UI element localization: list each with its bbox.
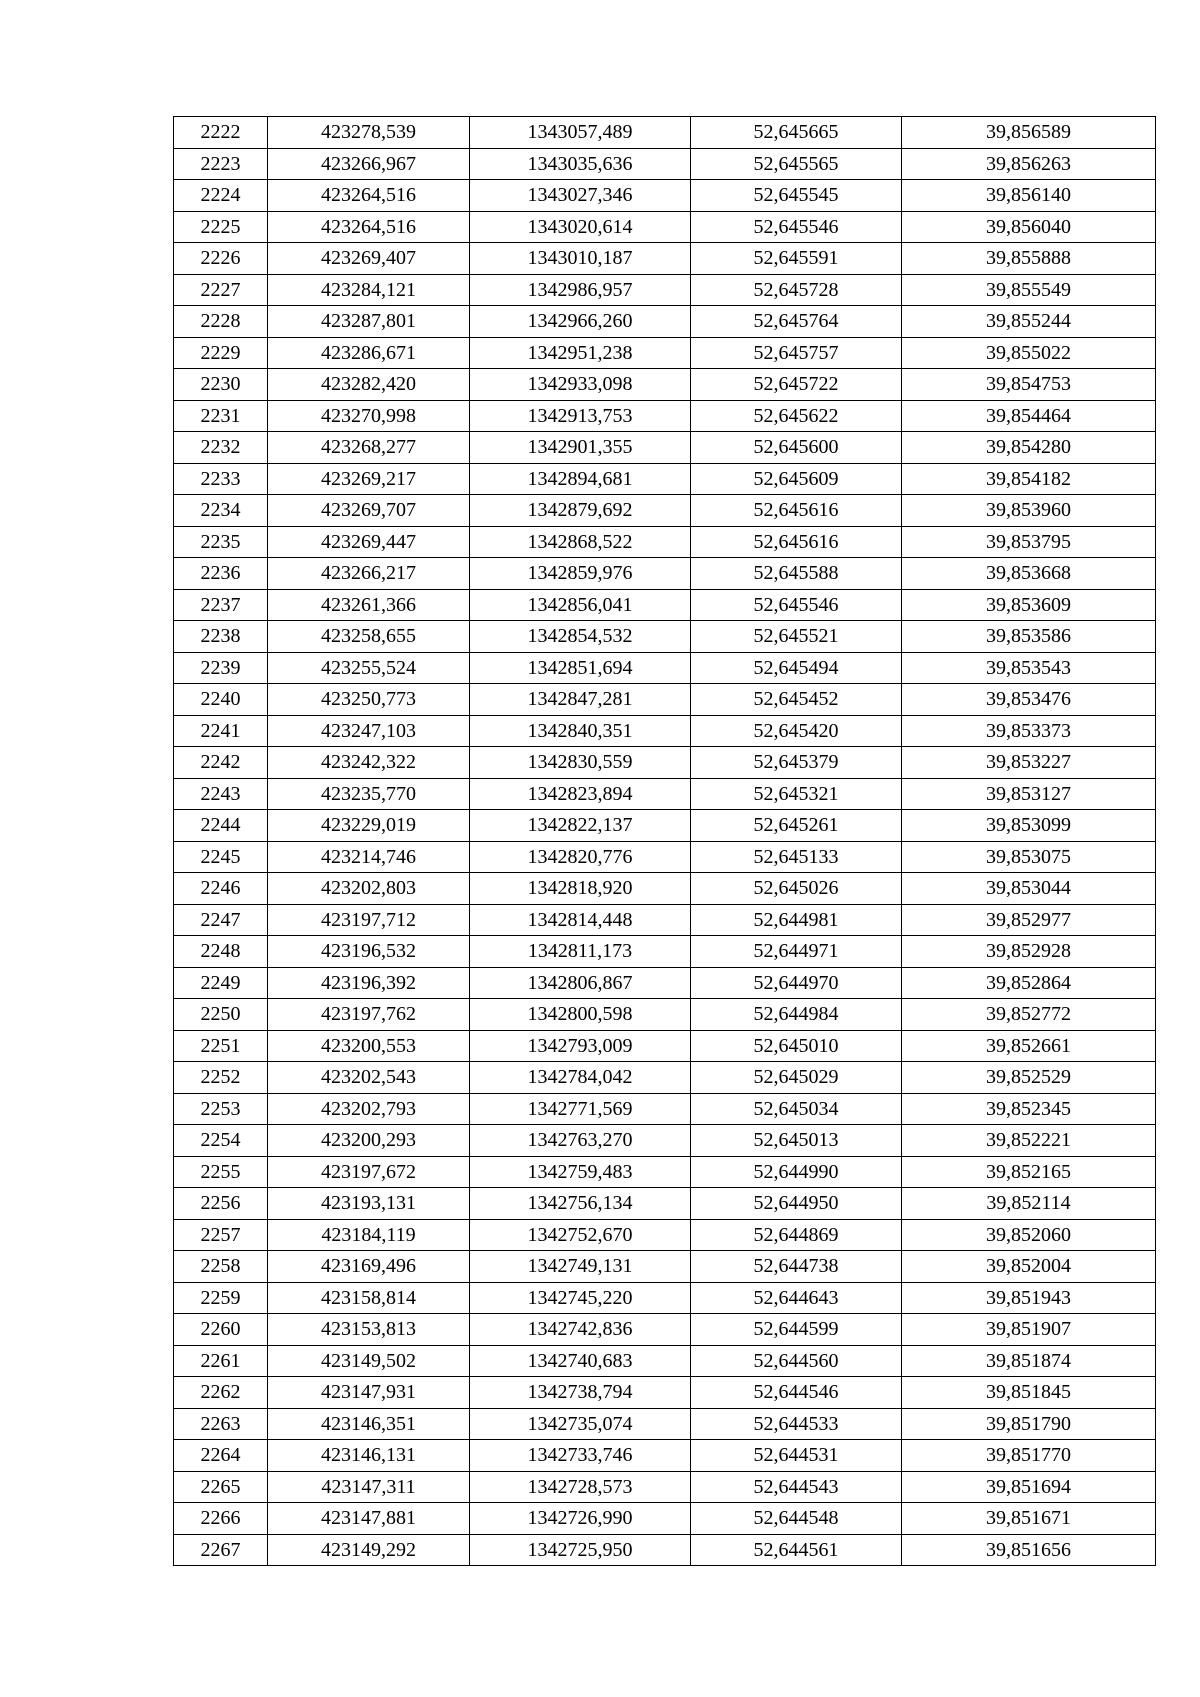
x-coordinate-cell: 423153,813 [268, 1314, 470, 1346]
latitude-cell: 52,644643 [691, 1282, 902, 1314]
y-coordinate-cell: 1342840,351 [470, 715, 691, 747]
table-row [174, 1093, 1156, 1125]
y-coordinate-cell: 1342800,598 [470, 999, 691, 1031]
latitude-cell: 52,645565 [691, 148, 902, 180]
y-coordinate-cell: 1342759,483 [470, 1156, 691, 1188]
y-coordinate-cell: 1342752,670 [470, 1219, 691, 1251]
x-coordinate-cell: 423147,881 [268, 1503, 470, 1535]
x-coordinate-cell: 423269,707 [268, 495, 470, 527]
y-coordinate-cell: 1342756,134 [470, 1188, 691, 1220]
point-number-cell: 2267 [174, 1534, 268, 1566]
longitude-cell: 39,852661 [902, 1030, 1156, 1062]
table-row [174, 841, 1156, 873]
table-row [174, 936, 1156, 968]
latitude-cell: 52,645764 [691, 306, 902, 338]
x-coordinate-cell: 423250,773 [268, 684, 470, 716]
x-coordinate-cell: 423278,539 [268, 117, 470, 149]
table-row [174, 904, 1156, 936]
latitude-cell: 52,645722 [691, 369, 902, 401]
point-number-cell: 2231 [174, 400, 268, 432]
point-number-cell: 2243 [174, 778, 268, 810]
table-row [174, 369, 1156, 401]
point-number-cell: 2225 [174, 211, 268, 243]
x-coordinate-cell: 423268,277 [268, 432, 470, 464]
x-coordinate-cell: 423158,814 [268, 1282, 470, 1314]
y-coordinate-cell: 1343035,636 [470, 148, 691, 180]
x-coordinate-cell: 423197,672 [268, 1156, 470, 1188]
latitude-cell: 52,645521 [691, 621, 902, 653]
y-coordinate-cell: 1342818,920 [470, 873, 691, 905]
latitude-cell: 52,645616 [691, 495, 902, 527]
y-coordinate-cell: 1342738,794 [470, 1377, 691, 1409]
longitude-cell: 39,856040 [902, 211, 1156, 243]
x-coordinate-cell: 423261,366 [268, 589, 470, 621]
longitude-cell: 39,851943 [902, 1282, 1156, 1314]
longitude-cell: 39,853795 [902, 526, 1156, 558]
x-coordinate-cell: 423270,998 [268, 400, 470, 432]
longitude-cell: 39,851907 [902, 1314, 1156, 1346]
y-coordinate-cell: 1342820,776 [470, 841, 691, 873]
longitude-cell: 39,853075 [902, 841, 1156, 873]
y-coordinate-cell: 1342735,074 [470, 1408, 691, 1440]
y-coordinate-cell: 1342793,009 [470, 1030, 691, 1062]
table-row [174, 589, 1156, 621]
longitude-cell: 39,852864 [902, 967, 1156, 999]
point-number-cell: 2228 [174, 306, 268, 338]
longitude-cell: 39,852165 [902, 1156, 1156, 1188]
longitude-cell: 39,854464 [902, 400, 1156, 432]
y-coordinate-cell: 1343020,614 [470, 211, 691, 243]
table-row [174, 432, 1156, 464]
longitude-cell: 39,853960 [902, 495, 1156, 527]
latitude-cell: 52,644971 [691, 936, 902, 968]
table-row [174, 652, 1156, 684]
table-row [174, 117, 1156, 149]
y-coordinate-cell: 1342879,692 [470, 495, 691, 527]
point-number-cell: 2234 [174, 495, 268, 527]
point-number-cell: 2254 [174, 1125, 268, 1157]
latitude-cell: 52,645546 [691, 211, 902, 243]
x-coordinate-cell: 423269,217 [268, 463, 470, 495]
point-number-cell: 2251 [174, 1030, 268, 1062]
x-coordinate-cell: 423146,131 [268, 1440, 470, 1472]
latitude-cell: 52,645026 [691, 873, 902, 905]
latitude-cell: 52,645010 [691, 1030, 902, 1062]
y-coordinate-cell: 1342913,753 [470, 400, 691, 432]
longitude-cell: 39,856140 [902, 180, 1156, 212]
longitude-cell: 39,856263 [902, 148, 1156, 180]
y-coordinate-cell: 1342966,260 [470, 306, 691, 338]
longitude-cell: 39,851671 [902, 1503, 1156, 1535]
point-number-cell: 2232 [174, 432, 268, 464]
latitude-cell: 52,644531 [691, 1440, 902, 1472]
x-coordinate-cell: 423235,770 [268, 778, 470, 810]
table-row [174, 1125, 1156, 1157]
latitude-cell: 52,645379 [691, 747, 902, 779]
longitude-cell: 39,853227 [902, 747, 1156, 779]
table-row [174, 1282, 1156, 1314]
y-coordinate-cell: 1342851,694 [470, 652, 691, 684]
y-coordinate-cell: 1342856,041 [470, 589, 691, 621]
table-row [174, 1062, 1156, 1094]
y-coordinate-cell: 1342901,355 [470, 432, 691, 464]
point-number-cell: 2263 [174, 1408, 268, 1440]
longitude-cell: 39,854280 [902, 432, 1156, 464]
x-coordinate-cell: 423147,931 [268, 1377, 470, 1409]
longitude-cell: 39,852221 [902, 1125, 1156, 1157]
x-coordinate-cell: 423202,543 [268, 1062, 470, 1094]
x-coordinate-cell: 423197,762 [268, 999, 470, 1031]
y-coordinate-cell: 1343057,489 [470, 117, 691, 149]
x-coordinate-cell: 423214,746 [268, 841, 470, 873]
x-coordinate-cell: 423282,420 [268, 369, 470, 401]
x-coordinate-cell: 423147,311 [268, 1471, 470, 1503]
table-row [174, 211, 1156, 243]
coordinates-table-body [174, 117, 1156, 1566]
point-number-cell: 2242 [174, 747, 268, 779]
y-coordinate-cell: 1342894,681 [470, 463, 691, 495]
x-coordinate-cell: 423193,131 [268, 1188, 470, 1220]
x-coordinate-cell: 423264,516 [268, 180, 470, 212]
x-coordinate-cell: 423200,553 [268, 1030, 470, 1062]
longitude-cell: 39,856589 [902, 117, 1156, 149]
table-row [174, 1345, 1156, 1377]
longitude-cell: 39,851874 [902, 1345, 1156, 1377]
table-row [174, 1156, 1156, 1188]
latitude-cell: 52,644869 [691, 1219, 902, 1251]
x-coordinate-cell: 423269,407 [268, 243, 470, 275]
longitude-cell: 39,853543 [902, 652, 1156, 684]
longitude-cell: 39,855549 [902, 274, 1156, 306]
table-row [174, 1440, 1156, 1472]
y-coordinate-cell: 1343010,187 [470, 243, 691, 275]
latitude-cell: 52,645321 [691, 778, 902, 810]
x-coordinate-cell: 423264,516 [268, 211, 470, 243]
x-coordinate-cell: 423247,103 [268, 715, 470, 747]
point-number-cell: 2261 [174, 1345, 268, 1377]
table-row [174, 1219, 1156, 1251]
table-row [174, 274, 1156, 306]
table-row [174, 1377, 1156, 1409]
y-coordinate-cell: 1342726,990 [470, 1503, 691, 1535]
point-number-cell: 2264 [174, 1440, 268, 1472]
point-number-cell: 2262 [174, 1377, 268, 1409]
point-number-cell: 2255 [174, 1156, 268, 1188]
longitude-cell: 39,852977 [902, 904, 1156, 936]
point-number-cell: 2241 [174, 715, 268, 747]
latitude-cell: 52,645013 [691, 1125, 902, 1157]
point-number-cell: 2256 [174, 1188, 268, 1220]
x-coordinate-cell: 423266,967 [268, 148, 470, 180]
table-row [174, 1534, 1156, 1566]
latitude-cell: 52,644738 [691, 1251, 902, 1283]
x-coordinate-cell: 423197,712 [268, 904, 470, 936]
point-number-cell: 2266 [174, 1503, 268, 1535]
table-row [174, 1314, 1156, 1346]
x-coordinate-cell: 423169,496 [268, 1251, 470, 1283]
point-number-cell: 2230 [174, 369, 268, 401]
table-row [174, 463, 1156, 495]
y-coordinate-cell: 1342859,976 [470, 558, 691, 590]
x-coordinate-cell: 423287,801 [268, 306, 470, 338]
table-row [174, 967, 1156, 999]
x-coordinate-cell: 423242,322 [268, 747, 470, 779]
point-number-cell: 2250 [174, 999, 268, 1031]
y-coordinate-cell: 1342740,683 [470, 1345, 691, 1377]
longitude-cell: 39,851694 [902, 1471, 1156, 1503]
point-number-cell: 2235 [174, 526, 268, 558]
table-row [174, 1408, 1156, 1440]
latitude-cell: 52,644990 [691, 1156, 902, 1188]
latitude-cell: 52,645034 [691, 1093, 902, 1125]
y-coordinate-cell: 1343027,346 [470, 180, 691, 212]
point-number-cell: 2257 [174, 1219, 268, 1251]
latitude-cell: 52,645728 [691, 274, 902, 306]
point-number-cell: 2240 [174, 684, 268, 716]
latitude-cell: 52,645494 [691, 652, 902, 684]
table-row [174, 306, 1156, 338]
x-coordinate-cell: 423149,292 [268, 1534, 470, 1566]
point-number-cell: 2226 [174, 243, 268, 275]
longitude-cell: 39,852114 [902, 1188, 1156, 1220]
table-row [174, 715, 1156, 747]
latitude-cell: 52,645622 [691, 400, 902, 432]
latitude-cell: 52,645420 [691, 715, 902, 747]
table-row [174, 873, 1156, 905]
y-coordinate-cell: 1342742,836 [470, 1314, 691, 1346]
longitude-cell: 39,855022 [902, 337, 1156, 369]
table-row [174, 337, 1156, 369]
table-row [174, 778, 1156, 810]
point-number-cell: 2259 [174, 1282, 268, 1314]
longitude-cell: 39,854182 [902, 463, 1156, 495]
longitude-cell: 39,854753 [902, 369, 1156, 401]
latitude-cell: 52,645029 [691, 1062, 902, 1094]
y-coordinate-cell: 1342784,042 [470, 1062, 691, 1094]
point-number-cell: 2248 [174, 936, 268, 968]
longitude-cell: 39,851770 [902, 1440, 1156, 1472]
point-number-cell: 2229 [174, 337, 268, 369]
latitude-cell: 52,645261 [691, 810, 902, 842]
table-row [174, 243, 1156, 275]
y-coordinate-cell: 1342847,281 [470, 684, 691, 716]
point-number-cell: 2239 [174, 652, 268, 684]
x-coordinate-cell: 423184,119 [268, 1219, 470, 1251]
table-row [174, 495, 1156, 527]
latitude-cell: 52,645545 [691, 180, 902, 212]
latitude-cell: 52,645600 [691, 432, 902, 464]
longitude-cell: 39,853044 [902, 873, 1156, 905]
latitude-cell: 52,644560 [691, 1345, 902, 1377]
y-coordinate-cell: 1342725,950 [470, 1534, 691, 1566]
latitude-cell: 52,644543 [691, 1471, 902, 1503]
longitude-cell: 39,852529 [902, 1062, 1156, 1094]
point-number-cell: 2222 [174, 117, 268, 149]
longitude-cell: 39,853373 [902, 715, 1156, 747]
y-coordinate-cell: 1342830,559 [470, 747, 691, 779]
x-coordinate-cell: 423255,524 [268, 652, 470, 684]
longitude-cell: 39,852928 [902, 936, 1156, 968]
y-coordinate-cell: 1342823,894 [470, 778, 691, 810]
point-number-cell: 2244 [174, 810, 268, 842]
x-coordinate-cell: 423196,532 [268, 936, 470, 968]
y-coordinate-cell: 1342951,238 [470, 337, 691, 369]
latitude-cell: 52,645452 [691, 684, 902, 716]
x-coordinate-cell: 423284,121 [268, 274, 470, 306]
y-coordinate-cell: 1342868,522 [470, 526, 691, 558]
y-coordinate-cell: 1342806,867 [470, 967, 691, 999]
longitude-cell: 39,853476 [902, 684, 1156, 716]
table-row [174, 526, 1156, 558]
table-row [174, 747, 1156, 779]
longitude-cell: 39,852772 [902, 999, 1156, 1031]
longitude-cell: 39,852060 [902, 1219, 1156, 1251]
x-coordinate-cell: 423286,671 [268, 337, 470, 369]
y-coordinate-cell: 1342733,746 [470, 1440, 691, 1472]
longitude-cell: 39,855244 [902, 306, 1156, 338]
longitude-cell: 39,852004 [902, 1251, 1156, 1283]
latitude-cell: 52,644533 [691, 1408, 902, 1440]
latitude-cell: 52,645609 [691, 463, 902, 495]
table-row [174, 1030, 1156, 1062]
x-coordinate-cell: 423196,392 [268, 967, 470, 999]
latitude-cell: 52,645616 [691, 526, 902, 558]
point-number-cell: 2245 [174, 841, 268, 873]
longitude-cell: 39,852345 [902, 1093, 1156, 1125]
latitude-cell: 52,645133 [691, 841, 902, 873]
longitude-cell: 39,851845 [902, 1377, 1156, 1409]
latitude-cell: 52,644548 [691, 1503, 902, 1535]
point-number-cell: 2265 [174, 1471, 268, 1503]
longitude-cell: 39,853609 [902, 589, 1156, 621]
x-coordinate-cell: 423266,217 [268, 558, 470, 590]
point-number-cell: 2247 [174, 904, 268, 936]
table-row [174, 558, 1156, 590]
longitude-cell: 39,853127 [902, 778, 1156, 810]
latitude-cell: 52,645546 [691, 589, 902, 621]
y-coordinate-cell: 1342814,448 [470, 904, 691, 936]
y-coordinate-cell: 1342728,573 [470, 1471, 691, 1503]
point-number-cell: 2236 [174, 558, 268, 590]
latitude-cell: 52,645588 [691, 558, 902, 590]
table-row [174, 148, 1156, 180]
table-row [174, 400, 1156, 432]
y-coordinate-cell: 1342771,569 [470, 1093, 691, 1125]
table-row [174, 999, 1156, 1031]
y-coordinate-cell: 1342811,173 [470, 936, 691, 968]
latitude-cell: 52,644546 [691, 1377, 902, 1409]
point-number-cell: 2224 [174, 180, 268, 212]
point-number-cell: 2223 [174, 148, 268, 180]
table-row [174, 684, 1156, 716]
y-coordinate-cell: 1342822,137 [470, 810, 691, 842]
longitude-cell: 39,851790 [902, 1408, 1156, 1440]
x-coordinate-cell: 423258,655 [268, 621, 470, 653]
y-coordinate-cell: 1342933,098 [470, 369, 691, 401]
point-number-cell: 2246 [174, 873, 268, 905]
point-number-cell: 2258 [174, 1251, 268, 1283]
latitude-cell: 52,644981 [691, 904, 902, 936]
longitude-cell: 39,855888 [902, 243, 1156, 275]
x-coordinate-cell: 423202,803 [268, 873, 470, 905]
x-coordinate-cell: 423146,351 [268, 1408, 470, 1440]
table-row [174, 180, 1156, 212]
latitude-cell: 52,644950 [691, 1188, 902, 1220]
x-coordinate-cell: 423149,502 [268, 1345, 470, 1377]
x-coordinate-cell: 423269,447 [268, 526, 470, 558]
point-number-cell: 2233 [174, 463, 268, 495]
table-row [174, 1188, 1156, 1220]
point-number-cell: 2253 [174, 1093, 268, 1125]
longitude-cell: 39,853099 [902, 810, 1156, 842]
point-number-cell: 2249 [174, 967, 268, 999]
point-number-cell: 2227 [174, 274, 268, 306]
point-number-cell: 2260 [174, 1314, 268, 1346]
latitude-cell: 52,644984 [691, 999, 902, 1031]
latitude-cell: 52,644561 [691, 1534, 902, 1566]
latitude-cell: 52,645665 [691, 117, 902, 149]
y-coordinate-cell: 1342854,532 [470, 621, 691, 653]
x-coordinate-cell: 423200,293 [268, 1125, 470, 1157]
table-row [174, 810, 1156, 842]
point-number-cell: 2238 [174, 621, 268, 653]
point-number-cell: 2252 [174, 1062, 268, 1094]
table-row [174, 621, 1156, 653]
x-coordinate-cell: 423229,019 [268, 810, 470, 842]
latitude-cell: 52,644599 [691, 1314, 902, 1346]
y-coordinate-cell: 1342986,957 [470, 274, 691, 306]
longitude-cell: 39,851656 [902, 1534, 1156, 1566]
table-row [174, 1503, 1156, 1535]
point-number-cell: 2237 [174, 589, 268, 621]
latitude-cell: 52,644970 [691, 967, 902, 999]
coordinates-table [173, 116, 1156, 1566]
y-coordinate-cell: 1342749,131 [470, 1251, 691, 1283]
latitude-cell: 52,645591 [691, 243, 902, 275]
x-coordinate-cell: 423202,793 [268, 1093, 470, 1125]
longitude-cell: 39,853668 [902, 558, 1156, 590]
longitude-cell: 39,853586 [902, 621, 1156, 653]
latitude-cell: 52,645757 [691, 337, 902, 369]
table-row [174, 1251, 1156, 1283]
table-row [174, 1471, 1156, 1503]
y-coordinate-cell: 1342745,220 [470, 1282, 691, 1314]
y-coordinate-cell: 1342763,270 [470, 1125, 691, 1157]
